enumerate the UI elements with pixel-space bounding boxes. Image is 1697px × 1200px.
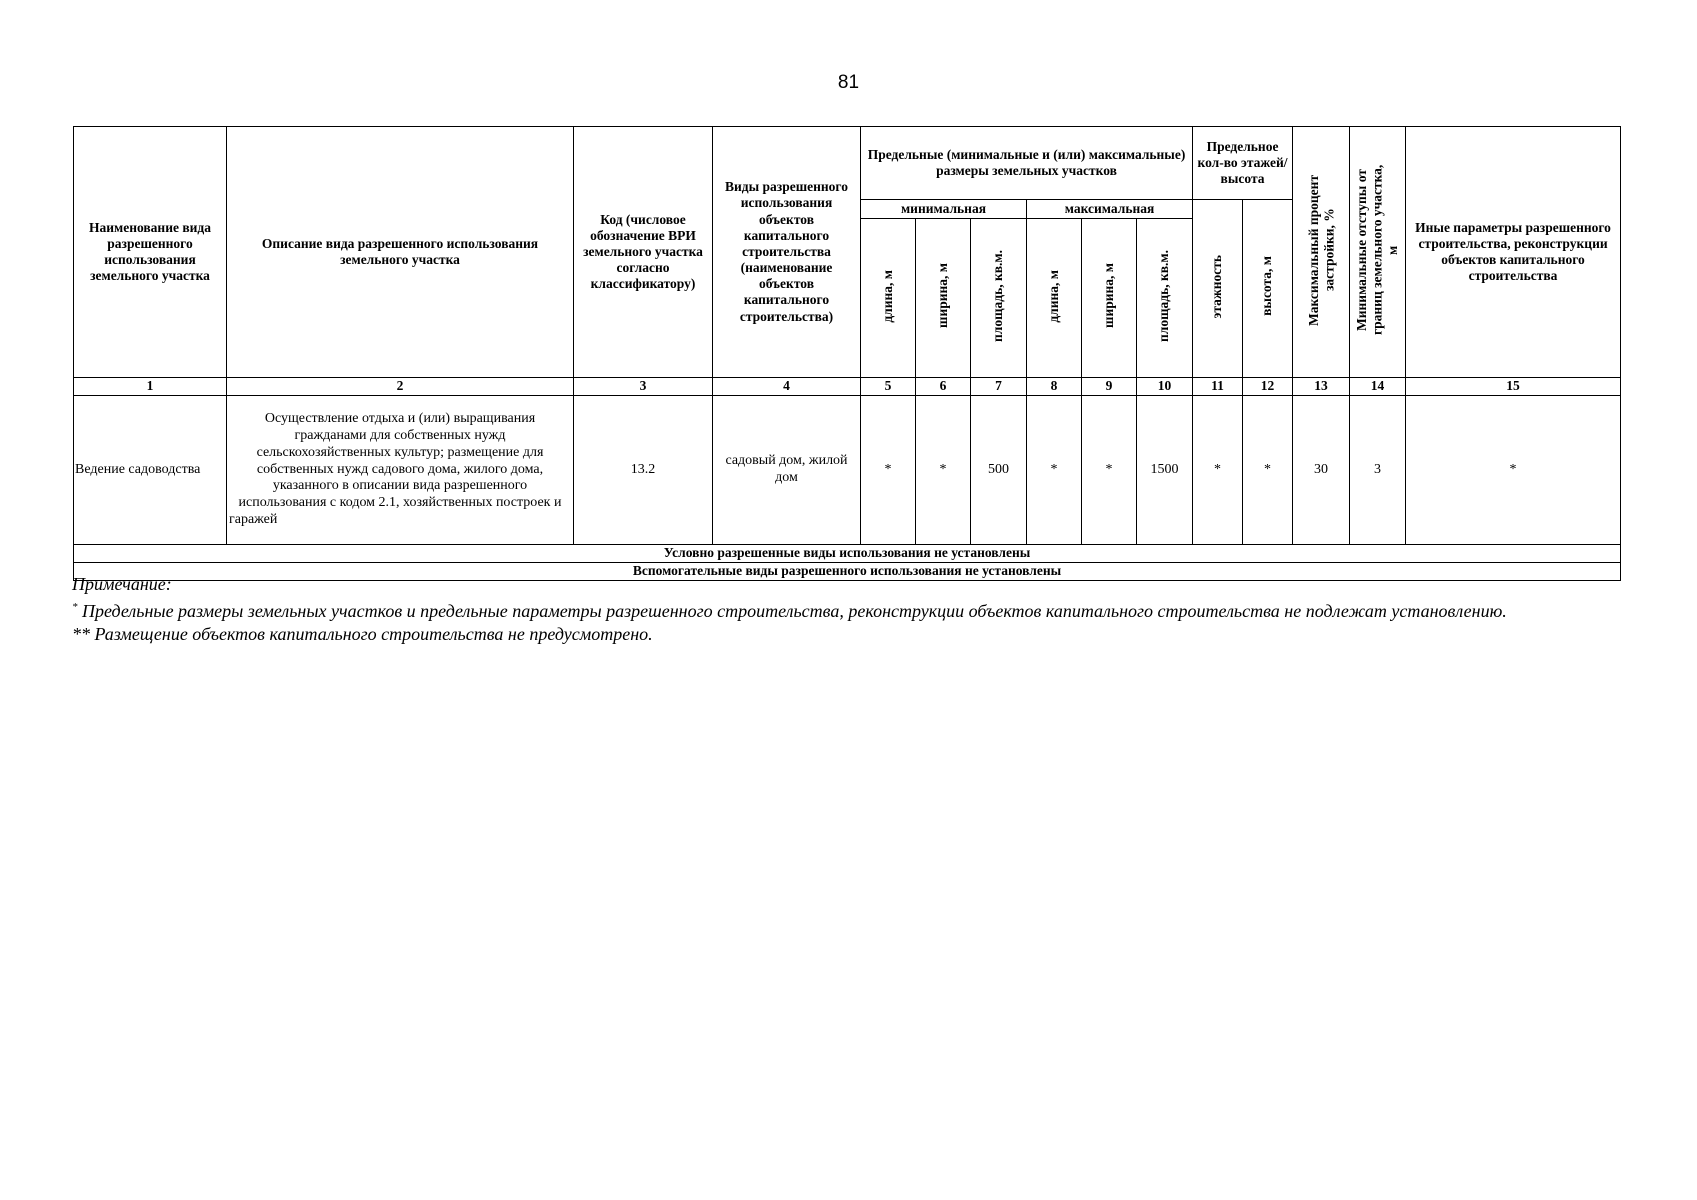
column-number-row xyxy=(74,378,1621,396)
header-min-setback-cell xyxy=(1350,127,1406,378)
header-max-width: ширина, м xyxy=(1100,263,1116,329)
notes-title: Примечание: xyxy=(72,574,172,594)
header-max-percent: Максимальный процент застройки, % xyxy=(1305,174,1337,326)
header-min-length: длина, м xyxy=(879,269,895,323)
cell-max-width: * xyxy=(1082,396,1137,545)
header-min-width: ширина, м xyxy=(934,263,950,329)
cell-code: 13.2 xyxy=(574,396,713,545)
cell-min-width: * xyxy=(916,396,971,545)
column-number: 12 xyxy=(1243,378,1293,396)
header-row-1 xyxy=(74,127,1621,200)
note-1 xyxy=(72,596,1632,623)
header-name: Наименование вида разрешенного использования земельного участка xyxy=(74,127,227,378)
note-1-mark: * xyxy=(72,601,78,613)
header-max-length-cell xyxy=(1027,219,1082,378)
column-number: 5 xyxy=(861,378,916,396)
header-floors: этажность xyxy=(1209,254,1225,319)
column-number: 9 xyxy=(1082,378,1137,396)
column-number: 13 xyxy=(1293,378,1350,396)
header-max-group: максимальная xyxy=(1027,200,1193,219)
page-number: 81 xyxy=(837,72,860,93)
column-number: 2 xyxy=(227,378,574,396)
column-number: 3 xyxy=(574,378,713,396)
cell-min-area: 500 xyxy=(971,396,1027,545)
cell-max-length: * xyxy=(1027,396,1082,545)
header-description: Описание вида разрешенного использования земельного участка xyxy=(227,127,574,378)
column-number: 8 xyxy=(1027,378,1082,396)
column-number: 14 xyxy=(1350,378,1406,396)
header-max-area-cell xyxy=(1137,219,1193,378)
header-height-cell xyxy=(1243,200,1293,378)
cell-height: * xyxy=(1243,396,1293,545)
header-max-area: площадь, кв.м. xyxy=(1156,249,1172,342)
cell-description: Осуществление отдыха и (или) выращивания гражданами для собственных нужд сельскохозяйственных культур; размещение для собственных нужд садового дома, жилого дома, указанного в описании вида разрешенного использования с кодом 2.1, хозяйственных построек и гаражей xyxy=(227,396,574,545)
header-min-length-cell xyxy=(861,219,916,378)
table-row xyxy=(74,396,1621,545)
column-number: 15 xyxy=(1406,378,1621,396)
header-min-area-cell xyxy=(971,219,1027,378)
column-number: 11 xyxy=(1193,378,1243,396)
header-max-length: длина, м xyxy=(1045,269,1061,323)
header-floors-cell xyxy=(1193,200,1243,378)
column-number: 6 xyxy=(916,378,971,396)
column-number: 10 xyxy=(1137,378,1193,396)
auxiliary-uses-text: Вспомогательные виды разрешенного использования не установлены xyxy=(74,563,1621,581)
header-floors-group: Предельное кол-во этажей/ высота xyxy=(1193,127,1293,200)
regulation-table xyxy=(73,126,1621,581)
header-code: Код (числовое обозначение ВРИ земельного участка согласно классификатору) xyxy=(574,127,713,378)
header-limits-group: Предельные (минимальные и (или) максимальные) размеры земельных участков xyxy=(861,127,1193,200)
column-number: 7 xyxy=(971,378,1027,396)
cell-other: * xyxy=(1406,396,1621,545)
cell-name: Ведение садоводства xyxy=(74,396,227,545)
header-max-percent-cell xyxy=(1293,127,1350,378)
header-min-group: минимальная xyxy=(861,200,1027,219)
cell-kinds: садовый дом, жилой дом xyxy=(713,396,861,545)
header-min-area: площадь, кв.м. xyxy=(990,249,1006,342)
notes xyxy=(72,573,1632,646)
cell-max-area: 1500 xyxy=(1137,396,1193,545)
header-other: Иные параметры разрешенного строительства, реконструкции объектов капитального строительства xyxy=(1406,127,1621,378)
note-2: ** Размещение объектов капитального строительства не предусмотрено. xyxy=(72,624,653,644)
header-height: высота, м xyxy=(1259,256,1275,317)
cell-min-length: * xyxy=(861,396,916,545)
header-min-setback: Минимальные отступы от границ земельного участка, м xyxy=(1354,164,1401,336)
column-number: 1 xyxy=(74,378,227,396)
cell-max-percent: 30 xyxy=(1293,396,1350,545)
column-number: 4 xyxy=(713,378,861,396)
cell-min-setback: 3 xyxy=(1350,396,1406,545)
cell-floors: * xyxy=(1193,396,1243,545)
conditional-uses-row xyxy=(74,545,1621,563)
note-1-text: Предельные размеры земельных участков и предельные параметры разрешенного строительства, реконструкции объектов капитального строительства не подлежат установлению. xyxy=(77,601,1507,621)
header-kinds: Виды разрешенного использования объектов капитального строительства (наименование объектов капитального строительства) xyxy=(713,127,861,378)
header-min-width-cell xyxy=(916,219,971,378)
header-max-width-cell xyxy=(1082,219,1137,378)
conditional-uses-text: Условно разрешенные виды использования не установлены xyxy=(74,545,1621,563)
